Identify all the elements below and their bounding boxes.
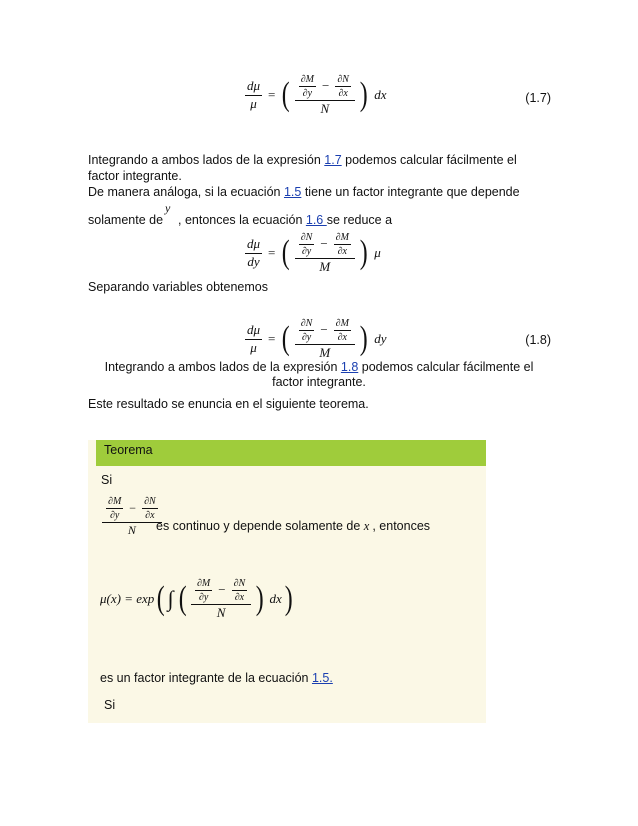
theorem-header bbox=[96, 440, 486, 466]
theorem-conclusion: es un factor integrante de la ecuación 1.5. bbox=[100, 671, 333, 685]
paragraph-1: Integrando a ambos lados de la expresión 1.7 podemos calcular fácilmente el factor integrante. bbox=[88, 153, 517, 183]
theorem-header-edge bbox=[88, 440, 96, 466]
theorem-condition-fraction: $\frac{\partial M}{\partial y}$ − $\frac{\partial N}{\partial x}$ N bbox=[100, 496, 164, 537]
equation-1-8: $\frac{d\mu}{\mu}$ = ( $\frac{\partial N}{\partial y}$ − $\frac{\partial M}{\partial x}$ M ) dy bbox=[247, 318, 387, 360]
theorem-title: Teorema bbox=[104, 443, 153, 457]
link-1-5[interactable]: 1.5 bbox=[283, 185, 302, 199]
link-1-6[interactable]: 1.6 bbox=[305, 213, 327, 227]
paragraph-2-line1: De manera análoga, si la ecuación 1.5 tiene un factor integrante que depende bbox=[88, 185, 520, 199]
equation-number-1-8: (1.8) bbox=[525, 333, 551, 347]
theorem-si-2: Si bbox=[104, 698, 116, 712]
equation-number-1-7: (1.7) bbox=[525, 91, 551, 105]
paragraph-3: Separando variables obtenemos bbox=[88, 280, 268, 294]
paragraph-5: Este resultado se enuncia en el siguiente teorema. bbox=[88, 397, 369, 411]
rhs-fraction: $\frac{\partial M}{\partial y}$ − $\frac{\partial N}{\partial x}$ N bbox=[295, 74, 355, 116]
paragraph-4: Integrando a ambos lados de la expresión 1.8 podemos calcular fácilmente el factor integrante. bbox=[104, 360, 534, 389]
link-1-8[interactable]: 1.8 bbox=[340, 360, 359, 374]
theorem-condition-text: es continuo y depende solamente de x , entonces bbox=[156, 519, 431, 533]
paragraph-2-line2: solamente de , entonces la ecuación 1.6 se reduce a bbox=[88, 213, 393, 227]
lhs-fraction: $\frac{d\mu}{\mu}$ bbox=[247, 78, 261, 111]
link-1-7[interactable]: 1.7 bbox=[324, 153, 342, 167]
link-1-5-theorem[interactable]: 1.5. bbox=[311, 671, 333, 685]
equation-dmu-dy: $\frac{d\mu}{dy}$ = ( $\frac{\partial N}{\partial y}$ − $\frac{\partial M}{\partial x}$ M ) μ bbox=[247, 232, 381, 274]
theorem-si: Si bbox=[101, 473, 113, 487]
variable-y: y bbox=[165, 201, 171, 215]
theorem-formula: μ(x) = exp ( ∫ ( $\frac{\partial M}{\partial y}$ − $\frac{\partial N}{\partial x}$ N ) dx ) bbox=[100, 578, 293, 620]
equation-1-7: $\frac{d\mu}{\mu}$ = ( $\frac{\partial M}{\partial y}$ − $\frac{\partial N}{\partial x}$ N ) dx bbox=[247, 74, 387, 116]
